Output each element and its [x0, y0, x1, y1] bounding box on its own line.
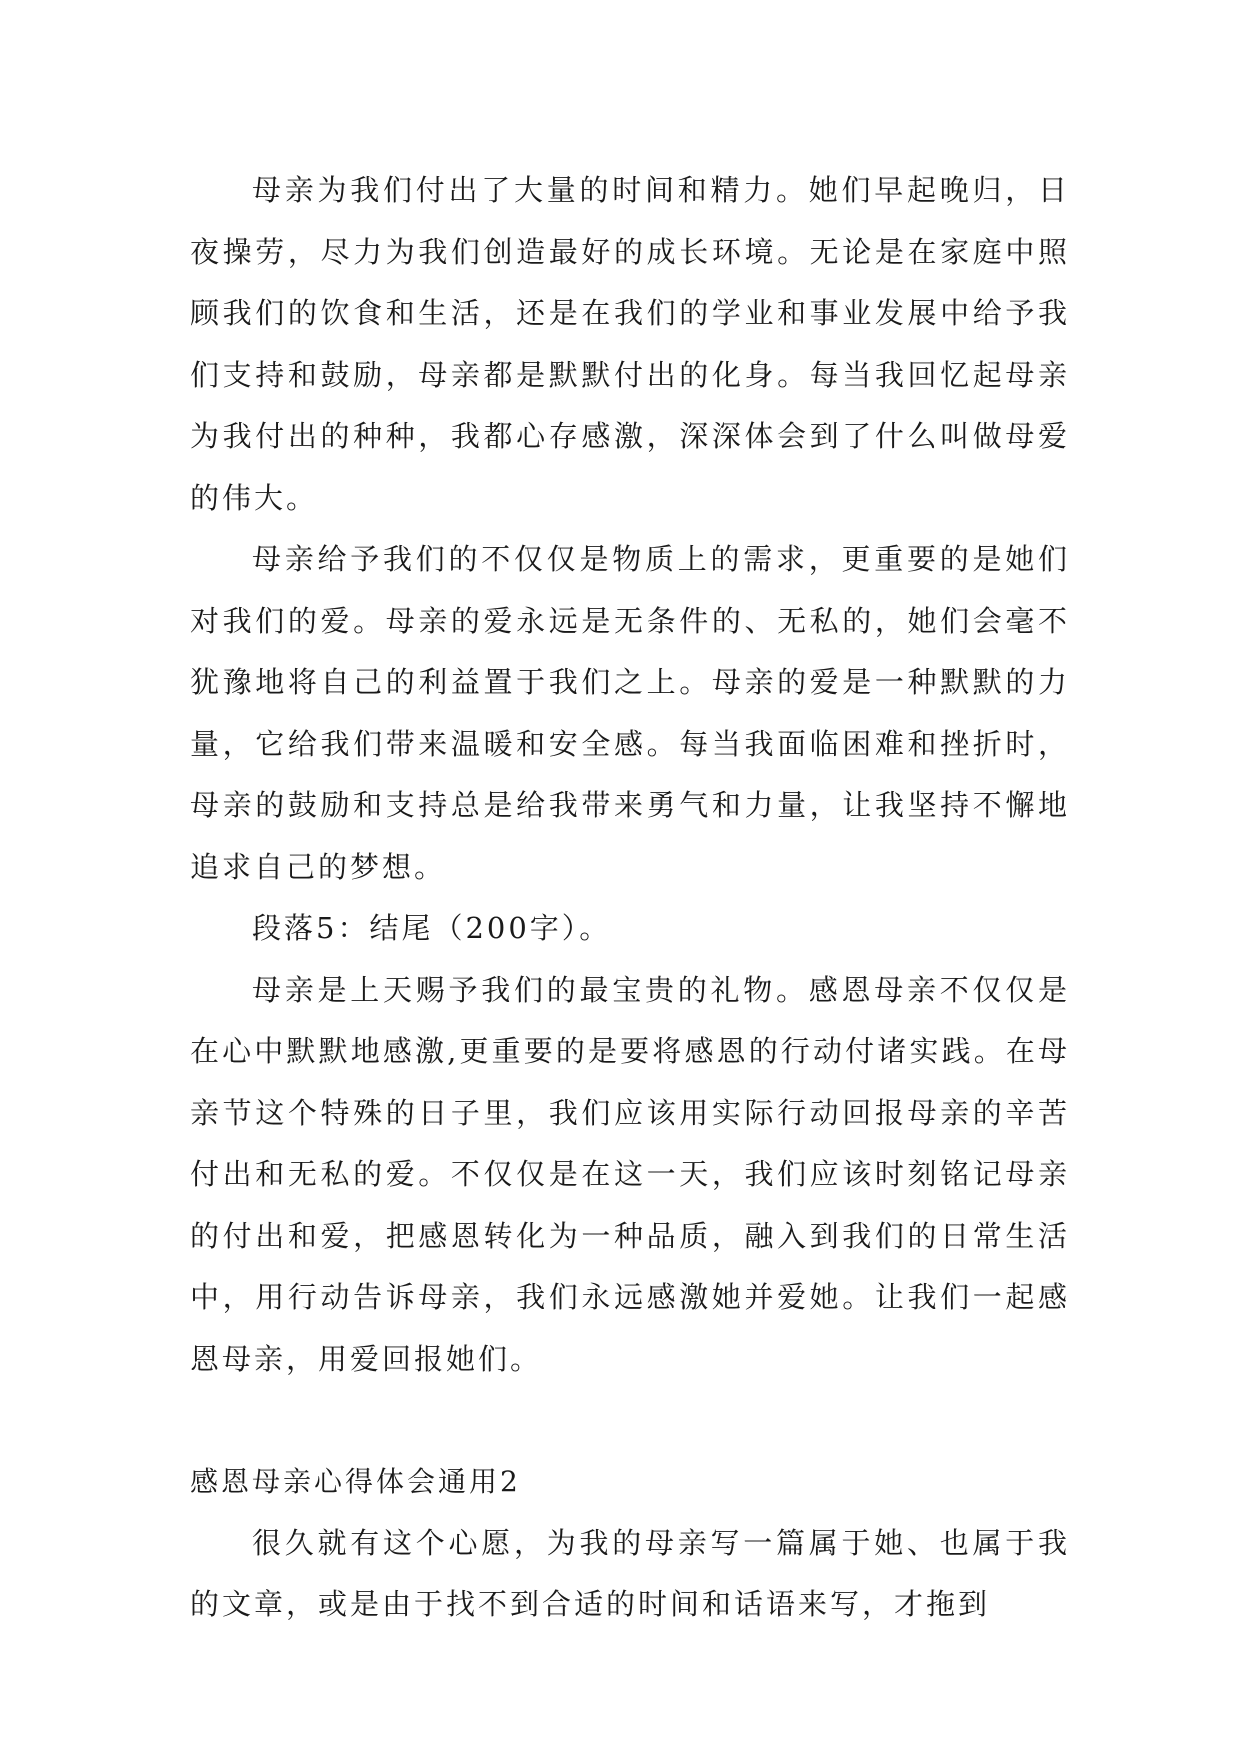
paragraph-mother-sacrifice: 母亲为我们付出了大量的时间和精力。她们早起晚归，日夜操劳，尽力为我们创造最好的成长环境。无论是在家庭中照顾我们的饮食和生活，还是在我们的学业和事业发展中给予我们支持和鼓励，母亲都是默默付出的化身。每当我回忆起母亲为我付出的种种，我都心存感激，深深体会到了什么叫做母爱的伟大。	[190, 173, 1070, 515]
paragraph-new-section-intro: 很久就有这个心愿，为我的母亲写一篇属于她、也属于我的文章，或是由于找不到合适的时间和话语来写，才拖到	[190, 1525, 1070, 1621]
paragraph-section-label: 段落5：结尾（200字）。	[252, 911, 612, 945]
paragraph-conclusion: 母亲是上天赐予我们的最宝贵的礼物。感恩母亲不仅仅是在心中默默地感激,更重要的是要将感恩的行动付诸实践。在母亲节这个特殊的日子里，我们应该用实际行动回报母亲的辛苦付出和无私的爱。不仅仅是在这一天，我们应该时刻铭记母亲的付出和爱，把感恩转化为一种品质，融入到我们的日常生活中，用行动告诉母亲，我们永远感激她并爱她。让我们一起感恩母亲，用爱回报她们。	[190, 972, 1070, 1376]
paragraph-mother-love: 母亲给予我们的不仅仅是物质上的需求，更重要的是她们对我们的爱。母亲的爱永远是无条件的、无私的，她们会毫不犹豫地将自己的利益置于我们之上。母亲的爱是一种默默的力量，它给我们带来温暖和安全感。每当我面临困难和挫折时，母亲的鼓励和支持总是给我带来勇气和力量，让我坚持不懈地追求自己的梦想。	[190, 542, 1070, 884]
document-body	[190, 160, 1070, 1636]
section-title: 感恩母亲心得体会通用2	[190, 1465, 521, 1498]
